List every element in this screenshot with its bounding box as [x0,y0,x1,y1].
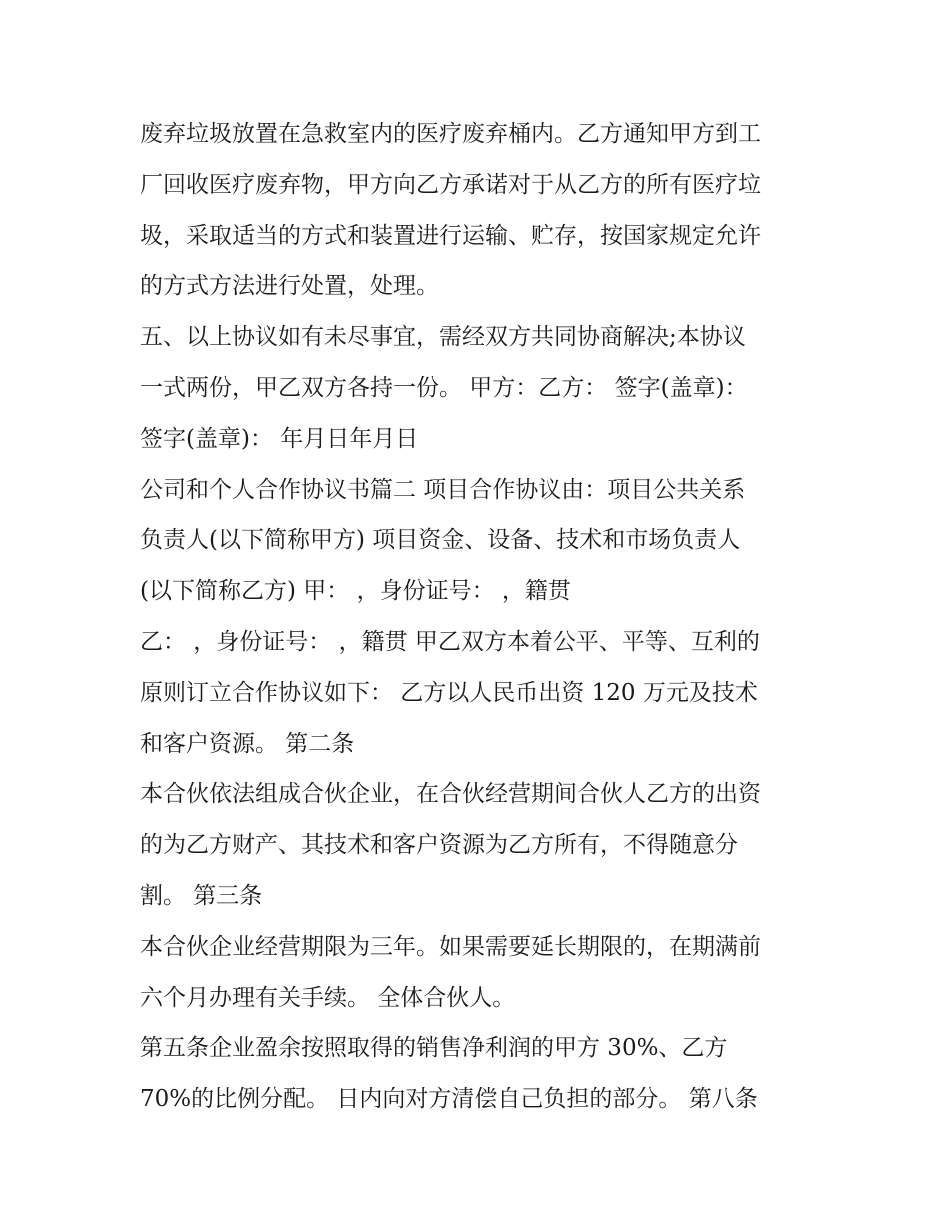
text-line: 负责人(以下简称甲方) 项目资金、设备、技术和市场负责人 [140,527,741,554]
text-line: 70%的比例分配。 日内向对方清偿自己负担的部分。 第八条 [140,1086,758,1113]
text-line: 割。 第三条 [140,882,263,909]
text-line: 签字(盖章)： 年月日年月日 [140,425,419,452]
text-line: 和客户资源。 第二条 [140,730,355,757]
text-line: 的方式方法进行处置，处理。 [140,273,439,300]
text-line: (以下简称乙方) 甲： ，身份证号： ，籍贯 [140,578,571,605]
text-line: 五、以上协议如有未尽事宜，需经双方共同协商解决;本协议 [140,324,746,351]
text-line: 乙： ，身份证号： ，籍贯 甲乙双方本着公平、平等、互利的 [140,628,760,655]
text-line: 本合伙企业经营期限为三年。如果需要延长期限的，在期满前 [140,933,761,960]
document-body [140,109,830,1125]
text-line: 的为乙方财产、其技术和客户资源为乙方所有，不得随意分 [140,832,738,859]
text-line: 原则订立合作协议如下： 乙方以人民币出资 120 万元及技术 [140,679,758,706]
text-line: 厂回收医疗废弃物，甲方向乙方承诺对于从乙方的所有医疗垃 [140,171,761,198]
text-line: 圾，采取适当的方式和装置进行运输、贮存，按国家规定允许 [140,222,761,249]
text-line: 废弃垃圾放置在急救室内的医疗废弃桶内。乙方通知甲方到工 [140,121,761,147]
text-line: 公司和个人合作协议书篇二 项目合作协议由：项目公共关系 [140,476,746,503]
text-line: 第五条企业盈余按照取得的销售净利润的甲方 30%、乙方 [140,1035,728,1062]
text-line: 六个月办理有关手续。 全体合伙人。 [140,984,516,1011]
text-line: 本合伙依法组成合伙企业，在合伙经营期间合伙人乙方的出资 [140,781,761,808]
text-line: 一式两份，甲乙双方各持一份。 甲方：乙方： 签字(盖章)： [140,374,748,401]
